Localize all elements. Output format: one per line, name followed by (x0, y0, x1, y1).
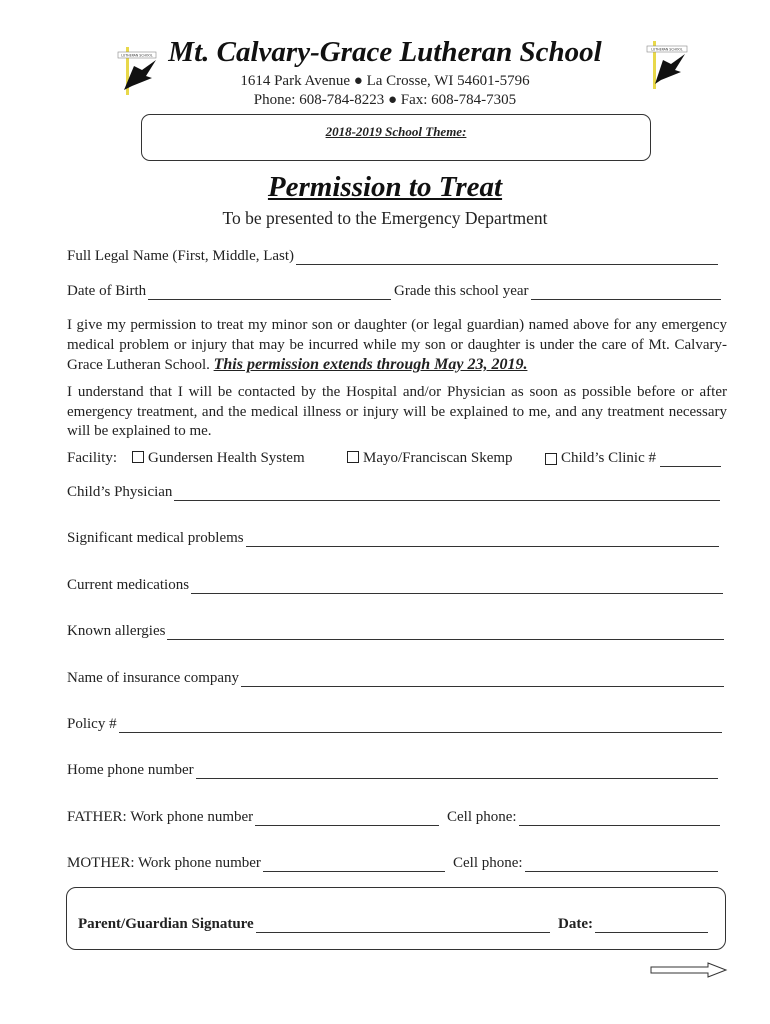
facility-option-mayo[interactable]: Mayo/Franciscan Skemp (347, 450, 513, 467)
signature-input-line[interactable] (256, 918, 550, 933)
school-logo-right (645, 40, 689, 90)
medications-field[interactable] (67, 577, 723, 594)
school-name: Mt. Calvary-Grace Lutheran School (168, 36, 602, 68)
school-address: 1614 Park Avenue ● La Crosse, WI 54601-5796 (240, 73, 530, 89)
signature-label: Parent/Guardian Signature (78, 916, 254, 932)
mother-cell-phone-input-line[interactable] (525, 857, 718, 872)
home-phone-label: Home phone number (67, 762, 194, 778)
next-page-arrow-icon (650, 962, 728, 978)
facility-option-gundersen[interactable]: Gundersen Health System (132, 450, 305, 467)
mother-work-phone-field[interactable] (67, 855, 445, 872)
school-phone-fax: Phone: 608-784-8223 ● Fax: 608-784-7305 (253, 92, 517, 108)
grade-field[interactable] (394, 283, 721, 300)
allergies-label: Known allergies (67, 623, 166, 639)
form-title: Permission to Treat (267, 171, 503, 203)
policy-input-line[interactable] (119, 718, 722, 733)
svg-text:LUTHERAN SCHOOL: LUTHERAN SCHOOL (121, 53, 153, 58)
physician-label: Child’s Physician (67, 484, 173, 500)
mother-work-phone-label: MOTHER: Work phone number (67, 855, 261, 871)
school-theme-label: 2018-2019 School Theme: (325, 124, 467, 139)
insurance-field[interactable] (67, 670, 724, 687)
physician-input-line[interactable] (174, 486, 720, 501)
signature-field[interactable] (78, 916, 550, 933)
svg-text:LUTHERAN SCHOOL: LUTHERAN SCHOOL (651, 47, 683, 52)
date-field[interactable] (558, 916, 708, 933)
form-subtitle: To be presented to the Emergency Department (222, 208, 548, 228)
checkbox-gundersen[interactable] (132, 451, 144, 463)
policy-label: Policy # (67, 716, 117, 732)
permission-paragraph (67, 316, 727, 376)
facility-label: Facility: (67, 450, 117, 466)
full-name-field[interactable] (67, 248, 718, 265)
father-work-phone-input-line[interactable] (255, 811, 439, 826)
medical-problems-input-line[interactable] (246, 532, 719, 547)
medications-input-line[interactable] (191, 579, 723, 594)
checkbox-childs-clinic[interactable] (545, 453, 557, 465)
father-cell-phone-field[interactable] (447, 809, 720, 826)
father-cell-phone-input-line[interactable] (519, 811, 720, 826)
grade-input-line[interactable] (531, 285, 721, 300)
father-work-phone-label: FATHER: Work phone number (67, 809, 254, 825)
mother-cell-phone-label: Cell phone: (453, 855, 523, 871)
home-phone-input-line[interactable] (196, 764, 718, 779)
medications-label: Current medications (67, 577, 190, 593)
mother-work-phone-input-line[interactable] (263, 857, 445, 872)
physician-field[interactable] (67, 484, 720, 501)
insurance-input-line[interactable] (241, 672, 724, 687)
dob-input-line[interactable] (148, 285, 391, 300)
full-name-input-line[interactable] (296, 250, 718, 265)
father-work-phone-field[interactable] (67, 809, 439, 826)
policy-field[interactable] (67, 716, 722, 733)
full-name-label: Full Legal Name (First, Middle, Last) (67, 248, 295, 264)
grade-label: Grade this school year (394, 283, 529, 299)
medical-problems-label: Significant medical problems (67, 530, 244, 546)
facility-option-childs-clinic[interactable]: Child’s Clinic # (545, 450, 721, 467)
permission-text: I give my permission to treat my minor son or daughter (or legal guardian) named above for any emergency medical problem or injury that may be incurred while my son or daughter is under the care of Mt. Calvary-Grace Lutheran School. (67, 317, 727, 373)
medical-problems-field[interactable] (67, 530, 719, 547)
checkbox-mayo[interactable] (347, 451, 359, 463)
insurance-label: Name of insurance company (67, 670, 240, 686)
allergies-input-line[interactable] (167, 625, 724, 640)
mother-cell-phone-field[interactable] (453, 855, 718, 872)
dob-field[interactable] (67, 283, 391, 300)
date-input-line[interactable] (595, 918, 708, 933)
school-theme-box (141, 114, 651, 161)
signature-box (66, 887, 726, 950)
home-phone-field[interactable] (67, 762, 718, 779)
childs-clinic-number-line[interactable] (660, 452, 721, 467)
permission-expiry: This permission extends through May 23, 2019. (213, 356, 528, 373)
allergies-field[interactable] (67, 623, 724, 640)
father-cell-phone-label: Cell phone: (447, 809, 517, 825)
dob-label: Date of Birth (67, 283, 147, 299)
date-label: Date: (558, 916, 593, 932)
contact-paragraph: I understand that I will be contacted by the Hospital and/or Physician as soon as possible before or after emergency treatment, and the medical illness or injury will be explained to me, and any treatment necessary will be explained to me. (67, 384, 727, 439)
